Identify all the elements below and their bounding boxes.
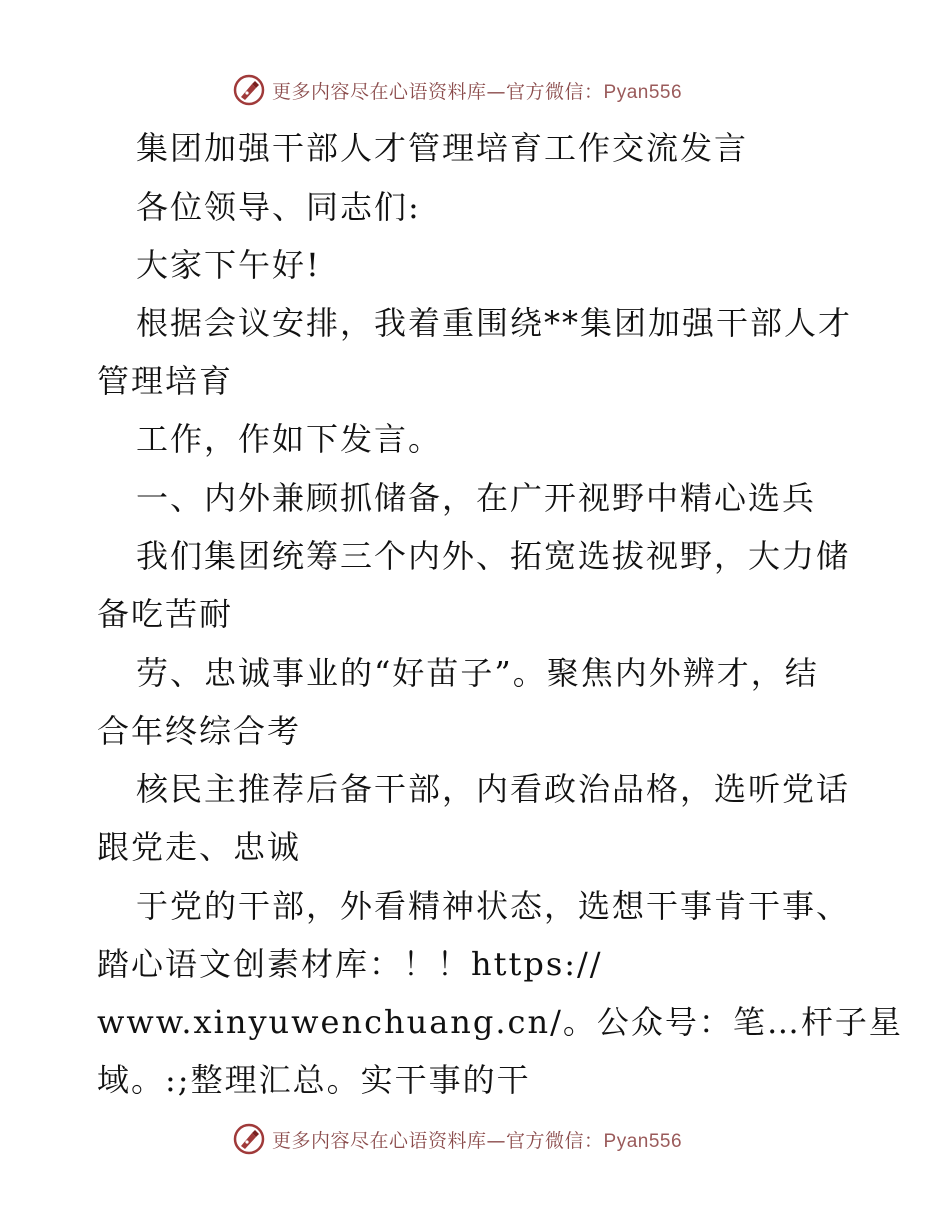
paragraph-line: 核民主推荐后备干部，内看政治品格，选听党话 [136,770,851,808]
section-heading: 一、内外兼顾抓储备，在广开视野中精心选兵 [136,479,817,517]
paragraph-line: 我们集团统筹三个内外、拓宽选拔视野，大力储 [136,537,851,575]
footer-watermark [232,1119,682,1159]
paragraph-line: 备吃苦耐 [97,595,234,633]
watermark-site-text: 更多内容尽在心语资料库 [272,1129,487,1152]
pen-nib-seal-icon [232,1122,266,1156]
paragraph-line: 根据会议安排，我着重围绕**集团加强干部人才 [136,304,853,342]
paragraph-line: 管理培育 [97,362,234,400]
paragraph-line: 域。:;整理汇总。实干事的干 [97,1061,531,1099]
watermark-site-text: 更多内容尽在心语资料库 [272,80,487,103]
watermark-wechat-label: 官方微信： [506,80,604,103]
paragraph-line: 踏心语文创素材库：！！https:// [97,945,603,983]
paragraph-line: 于党的干部，外看精神状态，选想干事肯干事、 [136,887,851,925]
document-title: 集团加强干部人才管理培育工作交流发言 [136,129,749,167]
header-watermark [232,70,682,110]
pen-nib-seal-icon [232,73,266,107]
paragraph-line: 跟党走、忠诚 [97,828,302,866]
salutation-line: 各位领导、同志们: [136,188,421,226]
greeting-line: 大家下午好! [136,246,321,284]
paragraph-line: www.xinyuwenchuang.cn/。公众号：笔…杆子星 [97,1003,903,1041]
watermark-handle: Pyan556 [603,81,683,103]
paragraph-line: 工作，作如下发言。 [136,420,443,458]
watermark-dash: — [486,1129,507,1152]
watermark-handle: Pyan556 [603,1130,683,1152]
watermark-dash: — [486,80,507,103]
watermark-wechat-label: 官方微信： [506,1129,604,1152]
paragraph-line: 合年终综合考 [97,712,302,750]
paragraph-line: 劳、忠诚事业的“好苗子”。聚焦内外辨才，结 [136,654,819,692]
